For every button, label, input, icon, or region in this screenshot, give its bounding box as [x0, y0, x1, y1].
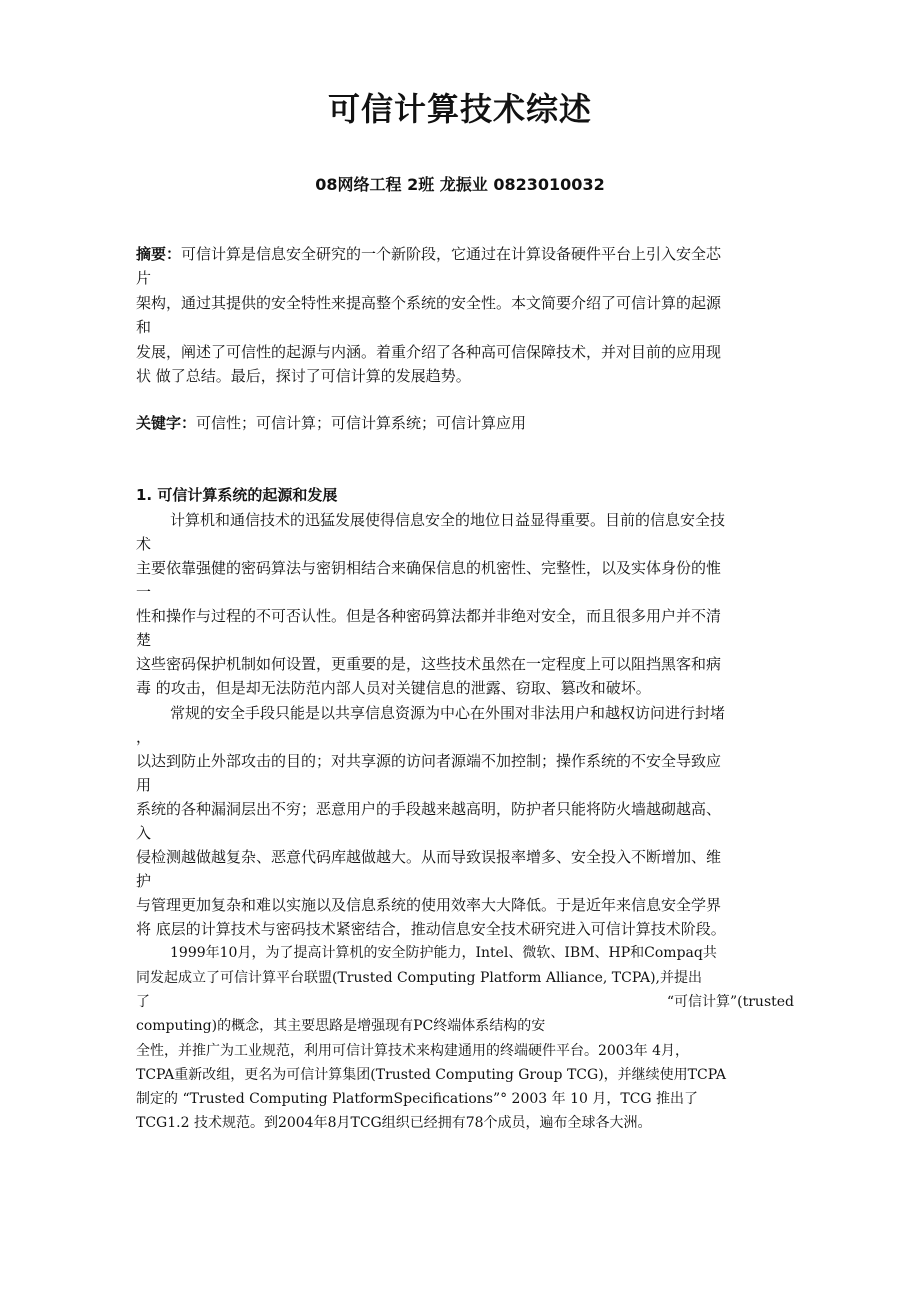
author-line: 08网络工程 2班 龙振业 0823010032 — [315, 175, 605, 194]
keywords-text: 可信性；可信计算；可信计算系统；可信计算应用 — [196, 414, 527, 432]
p3-line-3-quote: “可信计算”(trusted — [666, 994, 794, 1010]
abstract-label: 摘要： — [136, 245, 182, 263]
p1-line-8: 毒 的攻击，但是却无法防范内部人员对关键信息的泄露、窃取、篡改和破坏。 — [136, 679, 651, 697]
abstract-line-2: 片 — [136, 269, 152, 287]
p1-line-1: 计算机和通信技术的迅猛发展使得信息安全的地位日益显得重要。目前的信息安全技 — [170, 511, 726, 529]
p2-line-8: 护 — [136, 872, 152, 890]
p3-line-1: 1999年10月，为了提高计算机的安全防护能力，Intel、微软、IBM、HP和Compaq共 — [170, 945, 717, 961]
document-title: 可信计算技术综述 — [327, 90, 592, 128]
keywords-label: 关键字： — [136, 414, 197, 432]
abstract-line-3: 架构，通过其提供的安全特性来提高整个系统的安全性。本文简要介绍了可信计算的起源 — [136, 294, 722, 312]
p2-line-7: 侵检测越做越复杂、恶意代码库越做越大。从而导致误报率增多、安全投入不断增加、维 — [136, 848, 722, 866]
p1-line-4: 一 — [136, 583, 152, 601]
p1-line-2: 术 — [136, 535, 152, 553]
p1-line-6: 楚 — [136, 631, 152, 649]
p2-line-6: 入 — [136, 824, 152, 842]
p3-line-4: computing)的概念，其主要思路是增强现有PC终端体系结构的安 — [136, 1018, 546, 1034]
p3-line-2: 同发起成立了可信计算平台联盟(Trusted Computing Platform Alliance, TCPA),并提出 — [136, 970, 702, 986]
keywords-line — [136, 413, 526, 433]
p3-line-3: 了 — [136, 994, 150, 1010]
p1-line-3: 主要依靠强健的密码算法与密钥相结合来确保信息的机密性、完整性，以及实体身份的惟 — [136, 559, 722, 577]
p2-line-4: 用 — [136, 776, 152, 794]
p1-line-7: 这些密码保护机制如何设置，更重要的是，这些技术虽然在一定程度上可以阻挡黑客和病 — [136, 655, 722, 673]
p2-line-9: 与管理更加复杂和难以实施以及信息系统的使用效率大大降低。于是近年来信息安全学界 — [136, 896, 722, 914]
abstract-line-5: 发展，阐述了可信性的起源与内涵。着重介绍了各种高可信保障技术，并对目前的应用现 — [136, 343, 722, 361]
p2-line-3: 以达到防止外部攻击的目的；对共享源的访问者源端不加控制；操作系统的不安全导致应 — [136, 752, 722, 770]
p3-line-5: 全性，并推广为工业规范，利用可信计算技术来构建通用的终端硬件平台。2003年 4月， — [136, 1043, 689, 1059]
p2-line-1: 常规的安全手段只能是以共享信息资源为中心在外围对非法用户和越权访问进行封堵 — [170, 704, 726, 722]
abstract-line-6: 状 做了总结。最后，探讨了可信计算的发展趋势。 — [136, 367, 471, 385]
p2-line-2: ， — [136, 728, 152, 746]
p3-line-8: TCG1.2 技术规范。到2004年8月TCG组织已经拥有78个成员，遍布全球各大洲。 — [136, 1115, 652, 1131]
p2-line-10: 将 底层的计算技术与密码技术紧密结合，推动信息安全技术研究进入可信计算技术阶段。 — [136, 920, 726, 938]
p2-line-5: 系统的各种漏洞层出不穷；恶意用户的手段越来越高明，防护者只能将防火墙越砌越高、 — [136, 800, 722, 818]
section-1-heading: 1. 可信计算系统的起源和发展 — [136, 486, 338, 504]
p3-line-7: 制定的 “Trusted Computing PlatformSpecifications”° 2003 年 10 月，TCG 推出了 — [136, 1091, 699, 1107]
p1-line-5: 性和操作与过程的不可否认性。但是各种密码算法都并非绝对安全，而且很多用户并不清 — [136, 607, 722, 625]
abstract-line-4: 和 — [136, 318, 152, 336]
abstract-line-1: 摘要：可信计算是信息安全研究的一个新阶段，它通过在计算设备硬件平台上引入安全芯 — [136, 245, 722, 263]
p3-line-6: TCPA重新改组，更名为可信计算集团(Trusted Computing Group TCG)，并继续使用TCPA — [136, 1067, 726, 1083]
